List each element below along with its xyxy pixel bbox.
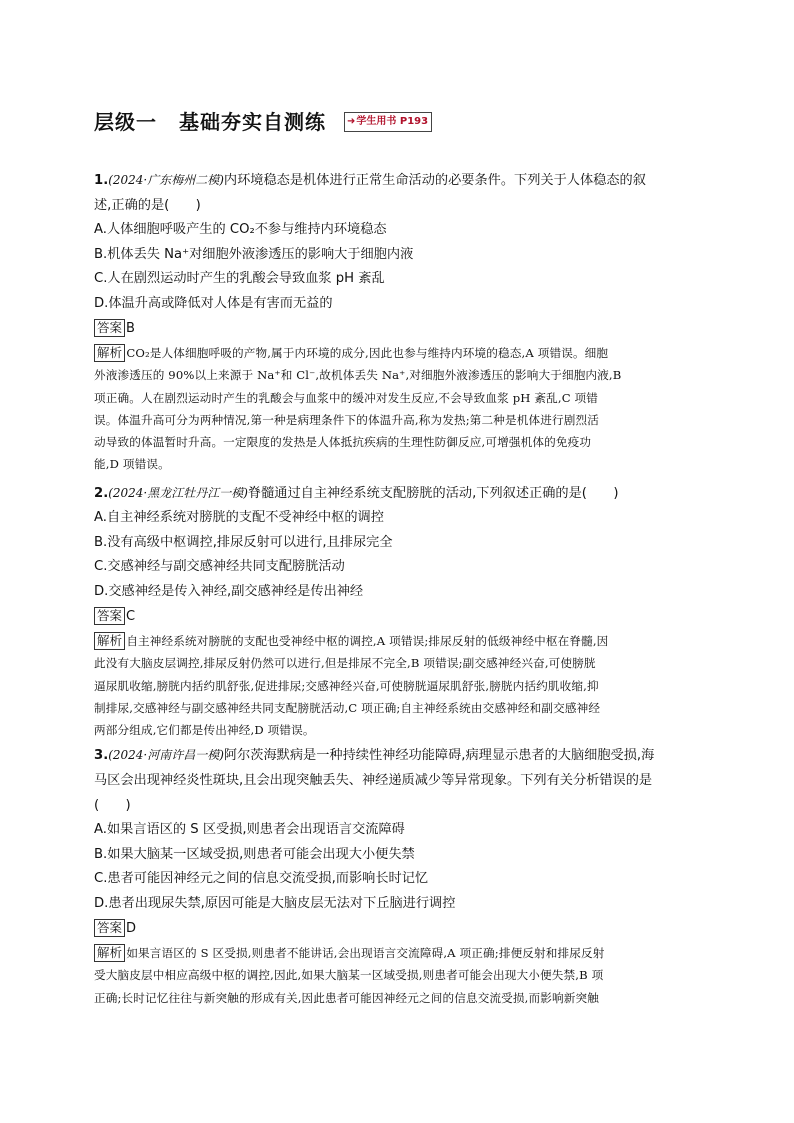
stem-line: 阿尔茨海默病是一种持续性神经功能障碍,病理显示患者的大脑细胞受损,海: [223, 748, 655, 763]
question-2: [94, 481, 706, 741]
section-heading: [94, 106, 326, 135]
option-b: B.机体丢失 Na⁺对细胞外液渗透压的影响大于细胞内液: [94, 246, 414, 262]
question-stem: 2.(2024·黑龙江牡丹江一模)脊髓通过自主神经系统支配膀胱的活动,下列叙述正确的是( ): [94, 486, 619, 501]
question-3: [94, 743, 706, 1009]
stem-line: ( ): [94, 798, 131, 813]
explanation-tag: 解析: [94, 944, 125, 962]
stem-line: 脊髓通过自主神经系统支配膀胱的活动,下列叙述正确的是( ): [247, 486, 619, 501]
question-source: (2024·黑龙江牡丹江一模): [108, 486, 248, 500]
answer-tag: 答案: [94, 607, 125, 625]
explanation: 解析 如果言语区的 S 区受损,则患者不能讲话,会出现语言交流障碍,A 项正确;排便反射和排尿反射 受大脑皮层中相应高级中枢的调控,因此,如果大脑某一区域受损,则患者可能会出现大小便失禁,B 项 正确;长时记忆往往与新突触的形成有关,因此患者可能因神经元之间的信息交流受损,而影响新突触: [94, 945, 605, 1005]
option-c: C.交感神经与副交感神经共同支配膀胱活动: [94, 559, 345, 574]
question-stem: 3.(2024·河南许昌一模)阿尔茨海默病是一种持续性神经功能障碍,病理显示患者的大脑细胞受损,海 马区会出现神经炎性斑块,且会出现突触丢失、神经递质减少等异常现象。下列有关分析错误的是 ( ): [94, 748, 655, 813]
question-number: 3: [94, 748, 104, 763]
answer-value: C: [126, 609, 136, 624]
stem-line: 马区会出现神经炎性斑块,且会出现突触丢失、神经递质减少等异常现象。下列有关分析错误的是: [94, 773, 653, 788]
question-source: (2024·广东梅州二模): [108, 173, 224, 187]
option-b: B.如果大脑某一区域受损,则患者可能会出现大小便失禁: [94, 846, 415, 862]
explanation-tag: 解析: [94, 632, 125, 650]
answer-value: D: [126, 921, 137, 936]
option-d: D.患者出现尿失禁,原因可能是大脑皮层无法对下丘脑进行调控: [94, 895, 456, 911]
question-number: 1: [94, 173, 104, 188]
option-d: D.交感神经是传入神经,副交感神经是传出神经: [94, 583, 364, 599]
answer-tag: 答案: [94, 919, 125, 937]
question-1: [94, 168, 706, 476]
explanation: 解析 CO₂是人体细胞呼吸的产物,属于内环境的成分,因此也参与维持内环境的稳态,A 项错误。细胞 外液渗透压的 90%以上来源于 Na⁺和 Cl⁻,故机体丢失 Na⁺,对细胞外液渗透压的影响大于细胞内液,B 项正确。人在剧烈运动时产生的乳酸会与血浆中的缓冲对发生反应,不会导致血浆 pH 紊乱,C 项错 误。体温升高可分为两种情况,第一种是病理条件下的体温升高,称为发热;第二种是机体进行剧烈活 动导致的体温暂时升高。一定限度的发热是人体抵抗疾病的生理性防御反应,可增强机体的免疫功 能,D 项错误。: [94, 345, 622, 472]
option-a: A.人体细胞呼吸产生的 CO₂不参与维持内环境稳态: [94, 222, 387, 237]
option-d: D.体温升高或降低对人体是有害而无益的: [94, 295, 333, 311]
reference-label: 学生用书 P193: [356, 116, 429, 127]
answer-line: [94, 318, 706, 340]
stem-line: 内环境稳态是机体进行正常生命活动的必要条件。下列关于人体稳态的叙: [223, 173, 646, 188]
option-a: A.自主神经系统对膀胱的支配不受神经中枢的调控: [94, 510, 384, 525]
explanation-tag: 解析: [94, 344, 125, 362]
option-c: C.人在剧烈运动时产生的乳酸会导致血浆 pH 紊乱: [94, 271, 385, 286]
answer-line: [94, 918, 706, 940]
option-a: A.如果言语区的 S 区受损,则患者会出现语言交流障碍: [94, 822, 405, 837]
option-c: C.患者可能因神经元之间的信息交流受损,而影响长时记忆: [94, 871, 429, 886]
question-number: 2: [94, 486, 104, 501]
option-b: B.没有高级中枢调控,排尿反射可以进行,且排尿完全: [94, 534, 393, 550]
explanation: 解析 自主神经系统对膀胱的支配也受神经中枢的调控,A 项错误;排尿反射的低级神经中枢在脊髓,因 此没有大脑皮层调控,排尿反射仍然可以进行,但是排尿不完全,B 项错误;副交感神经兴奋,可使膀胱 逼尿肌收缩,膀胱内括约肌舒张,促进排尿;交感神经兴奋,可使膀胱逼尿肌舒张,膀胱内括约肌收缩,抑 制排尿,交感神经与副交感神经共同支配膀胱活动,C 项正确;自主神经系统由交感神经和副交感神经 两部分组成,它们都是传出神经,D 项错误。: [94, 633, 609, 738]
level-label: 层级一: [94, 110, 157, 134]
question-stem: 1.(2024·广东梅州二模)内环境稳态是机体进行正常生命活动的必要条件。下列关于人体稳态的叙 述,正确的是( ): [94, 173, 646, 213]
arrow-right-icon: ➜: [347, 116, 356, 127]
question-source: (2024·河南许昌一模): [108, 748, 224, 762]
stem-line: 述,正确的是( ): [94, 198, 201, 213]
answer-line: [94, 606, 706, 628]
answer-value: B: [126, 321, 135, 336]
section-title: 基础夯实自测练: [179, 110, 326, 134]
answer-tag: 答案: [94, 319, 125, 337]
textbook-reference-tag[interactable]: [344, 112, 432, 132]
